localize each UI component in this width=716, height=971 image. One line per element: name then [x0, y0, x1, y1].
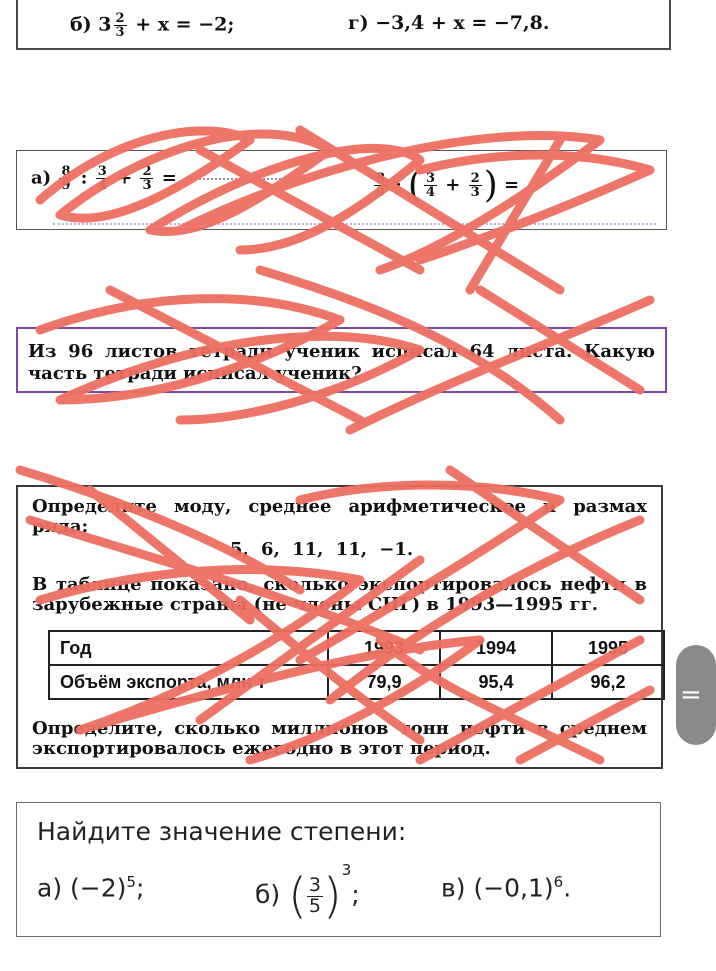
number-series: 5, 6, 11, 11, −1. — [230, 539, 414, 560]
fraction: $\frac{8}{9}$ — [376, 171, 386, 200]
fraction: $\frac{3}{5}$ — [308, 873, 321, 917]
operator: · — [395, 174, 402, 196]
power-b — [255, 861, 360, 924]
problem-text: Из 96 листов тетради ученик исписал 64 листа. Какую часть тетради исписал ученик? — [28, 341, 655, 384]
task-title: Найдите значение степени: — [37, 817, 407, 846]
equals-sign: = — [161, 167, 177, 189]
item-label: а) — [31, 167, 52, 189]
powers-block — [16, 802, 661, 937]
table-row — [49, 665, 664, 699]
punctuation: ; — [351, 880, 360, 909]
paren-left: ( — [288, 868, 307, 924]
task-oil-export: В таблице показано, сколько экспортировалось нефти в зарубежные страны (не члены СНГ) в 1993—1995 гг. — [32, 574, 647, 615]
equals-sign: = — [504, 174, 520, 196]
operator: + — [445, 174, 461, 196]
table-cell: 95,4 — [440, 665, 552, 699]
answer-line — [53, 223, 656, 225]
fraction: $\frac{2}{3}$ — [115, 11, 125, 40]
table-cell: 96,2 — [552, 665, 664, 699]
punctuation: ; — [135, 873, 145, 903]
export-table — [48, 630, 665, 700]
word-problem-block — [16, 327, 667, 393]
item-label: г) — [348, 12, 369, 34]
power-base: (−0,1) — [473, 873, 554, 903]
equation-text: −3,4 + x = −7,8. — [375, 12, 550, 34]
table-header-row — [49, 631, 664, 665]
equations-block — [16, 0, 671, 50]
equation-rest: + x = −2; — [135, 13, 235, 36]
equation-b — [70, 12, 234, 39]
exponent: 5 — [126, 873, 136, 891]
fraction: $\frac{8}{9}$ — [61, 164, 71, 193]
expression-a — [31, 165, 309, 192]
item-label: б) — [255, 880, 281, 909]
power-c — [441, 873, 571, 902]
paren-right: ) — [322, 868, 342, 924]
table-cell: Объём экспорта, млн т — [49, 665, 328, 699]
table-cell: 1993 — [328, 631, 440, 665]
punctuation: . — [563, 873, 572, 903]
task-average: Определите, сколько миллионов тонн нефти в среднем экспортировалось ежегодно в этот период. — [32, 718, 647, 759]
mixed-whole: 3 — [98, 13, 112, 36]
expression-b — [372, 165, 519, 206]
fraction-expression-block — [16, 150, 667, 230]
operator: + — [117, 167, 133, 189]
paren-right: ) — [483, 165, 498, 206]
power-base: (−2) — [70, 873, 127, 903]
fraction: $\frac{3}{4}$ — [97, 164, 107, 193]
item-label: а) — [37, 873, 63, 903]
task-mode-mean-range: Определите моду, среднее арифметическое и размах ряда: — [32, 496, 647, 537]
table-cell: 1994 — [440, 631, 552, 665]
exponent: 6 — [553, 873, 564, 891]
table-cell: 1995 — [552, 631, 664, 665]
paren-left: ( — [407, 165, 422, 206]
table-cell: 79,9 — [328, 665, 440, 699]
operator: : — [80, 167, 88, 189]
edge-equals-button[interactable]: = — [676, 645, 716, 745]
table-cell: Год — [49, 631, 328, 665]
fraction: $\frac{2}{3}$ — [470, 171, 480, 200]
item-label: б) — [70, 13, 92, 36]
equation-g — [348, 12, 549, 34]
power-a — [37, 873, 144, 902]
fraction: $\frac{2}{3}$ — [142, 164, 152, 193]
answer-blank — [187, 178, 305, 180]
statistics-block — [16, 485, 663, 769]
exponent: 3 — [341, 861, 352, 879]
fraction: $\frac{3}{4}$ — [425, 171, 435, 200]
item-label: в) — [441, 873, 466, 903]
